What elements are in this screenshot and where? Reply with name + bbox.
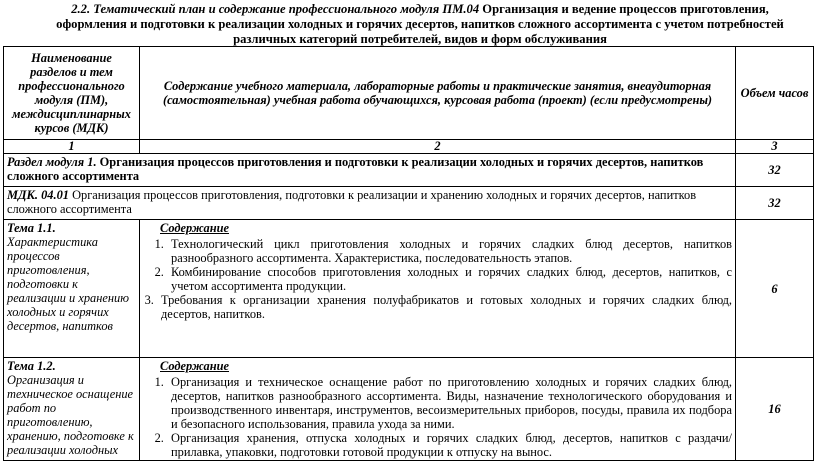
header-hours: Объем часов: [736, 47, 814, 140]
column-number: 2: [140, 140, 736, 154]
topic-hours: 6: [736, 220, 814, 358]
mdk-text: Организация процессов приготовления, подготовки к реализации и хранению холодных и горячих десертов, напитков сложного ассортимента: [7, 188, 697, 216]
table-header-row: [4, 47, 814, 140]
section-title: [4, 154, 736, 187]
content-label: Содержание: [160, 359, 230, 373]
section-text: Организация процессов приготовления и подготовки к реализации холодных и горячих десертов, напитков сложного ассортимента: [7, 155, 704, 183]
mdk-prefix: МДК. 04.01: [7, 188, 69, 202]
mdk-row: [4, 187, 814, 220]
topic-name: Тема 1.2.: [7, 359, 56, 373]
thematic-plan-table: [3, 46, 814, 461]
column-number: 3: [736, 140, 814, 154]
module-heading: [40, 2, 800, 47]
module-heading-title: Организация и ведение процессов приготовления, оформления и подготовки к реализации холодных и горячих десертов, напитков сложного ассортимента с учетом потребностей различных категорий потребителей, видов и форм обслуживания: [56, 2, 784, 46]
topic-row: [4, 220, 814, 358]
topic-hours: 16: [736, 358, 814, 461]
list-item: 1. Организация и техническое оснащение работ по приготовлению холодных и горячих сладких блюд, десертов, напитков разнообразного ассортимента. Виды, назначение технологического оборудования и производственного инвентаря, инструментов, весоизмерительных приборов, посуды, правила их подбора и безопасного использования, правила ухода за ними.: [167, 375, 732, 431]
module-heading-prefix: 2.2. Тематический план и содержание профессионального модуля ПМ.04: [71, 2, 480, 16]
column-number: 1: [4, 140, 140, 154]
list-item: 1. Технологический цикл приготовления холодных и горячих сладких блюд десертов, напитков разнообразного ассортимента. Характеристика, последовательность этапов.: [167, 237, 732, 265]
list-item: 2. Организация хранения, отпуска холодных и горячих сладких блюд, десертов, напитков с раздачи/прилавка, упаковки, подготовки готовой продукции к отпуску на вынос.: [167, 431, 732, 459]
list-item: 3. Требования к организации хранения полуфабрикатов и готовых холодных и горячих сладких блюд, десертов, напитков.: [157, 293, 732, 321]
content-list: [143, 375, 732, 459]
topic-name: Тема 1.1.: [7, 221, 56, 235]
mdk-title: [4, 187, 736, 220]
section-row: [4, 154, 814, 187]
topic-description: Характеристика процессов приготовления, подготовки к реализации и хранению холодных и горячих десертов, напитков: [7, 235, 129, 333]
mdk-hours: 32: [736, 187, 814, 220]
topic-cell: [4, 358, 140, 461]
section-hours: 32: [736, 154, 814, 187]
header-sections: Наименование разделов и тем профессионального модуля (ПМ), междисциплинарных курсов (МДК): [4, 47, 140, 140]
header-content: Содержание учебного материала, лабораторные работы и практические занятия, внеаудиторная (самостоятельная) учебная работа обучающихся, курсовая работа (проект) (если предусмотрены): [140, 47, 736, 140]
topic-cell: [4, 220, 140, 358]
column-numbers-row: [4, 140, 814, 154]
topic-description: Организация и техническое оснащение работ по приготовлению, хранению, подготовке к реализации холодных: [7, 373, 134, 457]
content-list: [143, 237, 732, 321]
topic-content: [140, 358, 736, 461]
topic-content: [140, 220, 736, 358]
content-label: Содержание: [160, 221, 230, 235]
list-item: 2. Комбинирование способов приготовления холодных и горячих сладких блюд, десертов, напитков, с учетом ассортимента продукции.: [167, 265, 732, 293]
section-prefix: Раздел модуля 1.: [7, 155, 97, 169]
topic-row: [4, 358, 814, 461]
